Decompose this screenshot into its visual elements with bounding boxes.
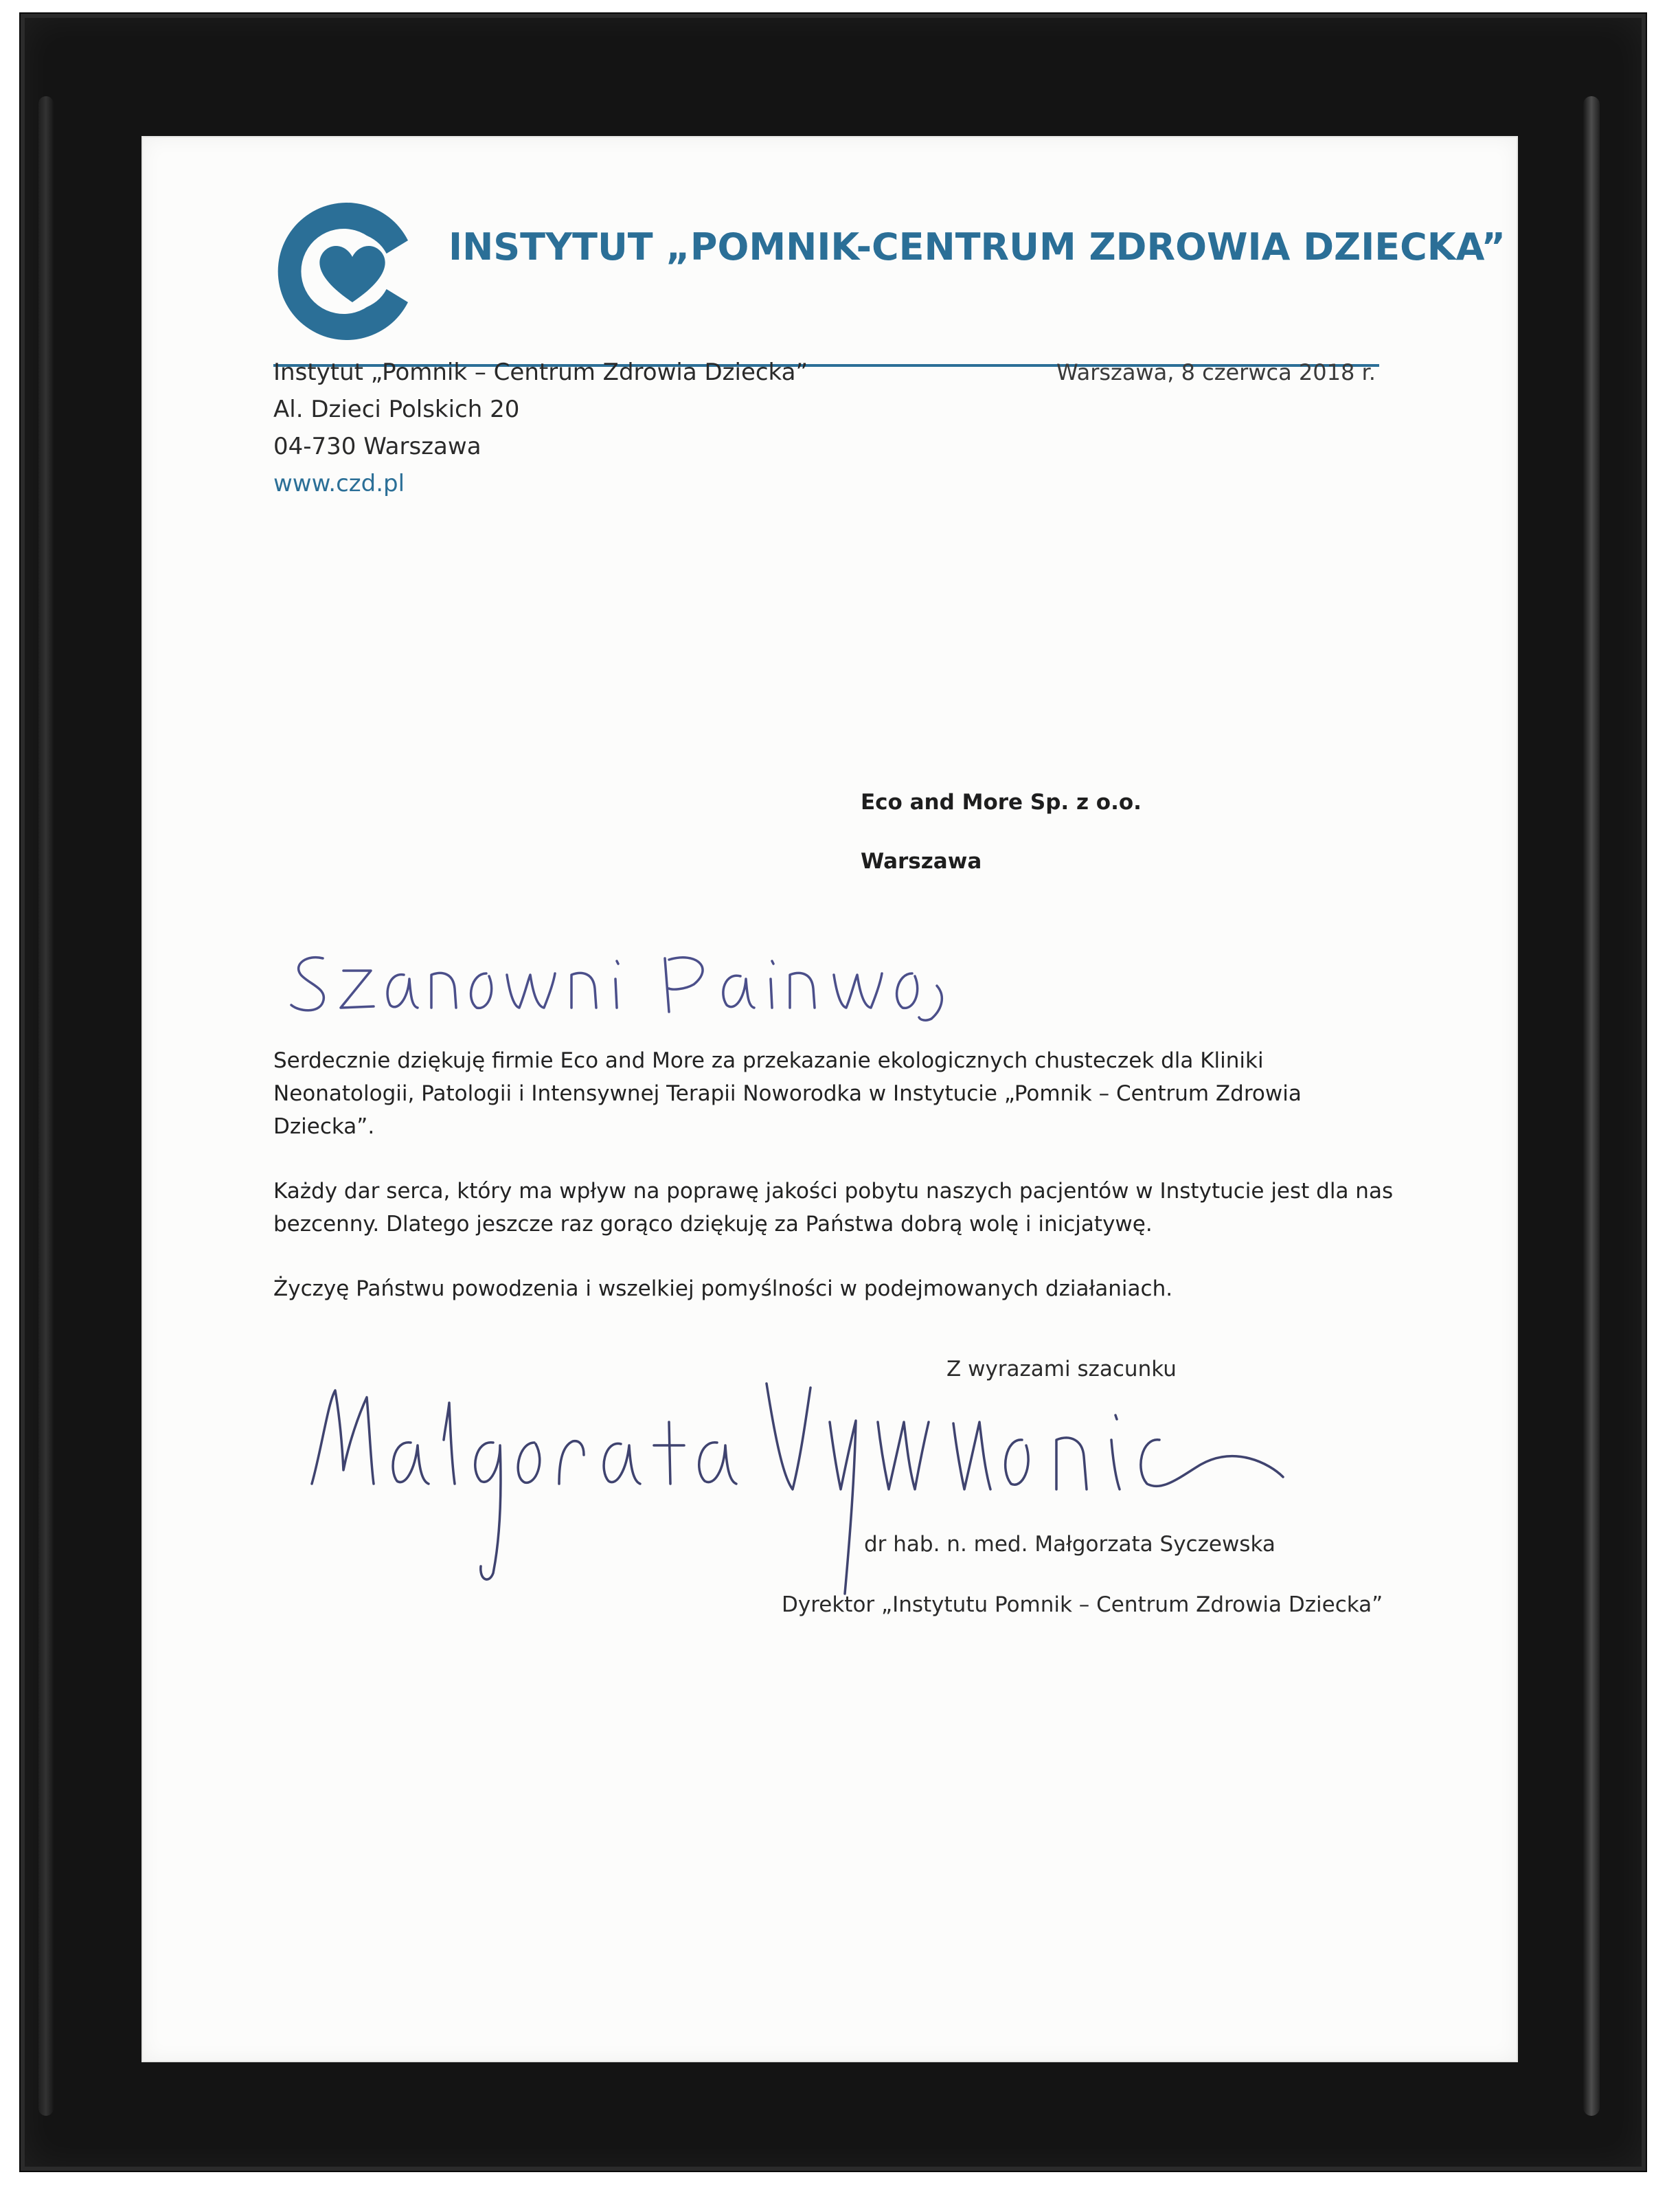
letter-date: Warszawa, 8 czerwca 2018 r.	[1056, 359, 1376, 385]
letter-body	[273, 1044, 1400, 1337]
body-paragraph-3: Życzyę Państwu powodzenia i wszelkiej pomyślności w podejmowanych działaniach.	[273, 1276, 1173, 1301]
signer-role: Dyrektor „Instytutu Pomnik – Centrum Zdrowia Dziecka”	[782, 1592, 1383, 1617]
body-paragraph-1: Serdecznie dziękuję firmie Eco and More za przekazanie ekologicznych chusteczek dla Kliniki Neonatologii, Patologii i Intensywnej Terapii Noworodka w Instytucie „Pomnik – Centrum Zdrowia Dziecka”.	[273, 1048, 1302, 1139]
body-paragraph-2: Każdy dar serca, który ma wpływ na poprawę jakości pobytu naszych pacjentów w Instytucie jest dla nas bezcenny. Dlatego jeszcze raz gorąco dziękuję za Państwa dobrą wolę i inicjatywę.	[273, 1179, 1394, 1237]
recipient-block	[861, 790, 1142, 908]
recipient-company: Eco and More Sp. z o.o.	[861, 790, 1142, 815]
sender-website-link[interactable]: www.czd.pl	[273, 470, 405, 497]
sender-name: Instytut „Pomnik – Centrum Zdrowia Dziecka”	[273, 359, 808, 386]
letter-closing: Z wyrazami szacunku	[946, 1357, 1177, 1381]
heart-c-logo-icon	[273, 192, 431, 350]
handwritten-signature	[308, 1374, 1297, 1601]
recipient-city: Warszawa	[861, 849, 982, 874]
sender-address	[273, 354, 808, 502]
signer-name: dr hab. n. med. Małgorzata Syczewska	[864, 1532, 1275, 1557]
frame-gloss-left	[38, 96, 54, 2116]
frame-gloss-right	[1583, 96, 1600, 2116]
institution-header-title: INSTYTUT „POMNIK-CENTRUM ZDROWIA DZIECKA”	[449, 225, 1506, 269]
sender-street: Al. Dzieci Polskich 20	[273, 396, 520, 423]
sender-city: 04-730 Warszawa	[273, 433, 481, 460]
letter-paper	[143, 137, 1517, 2061]
